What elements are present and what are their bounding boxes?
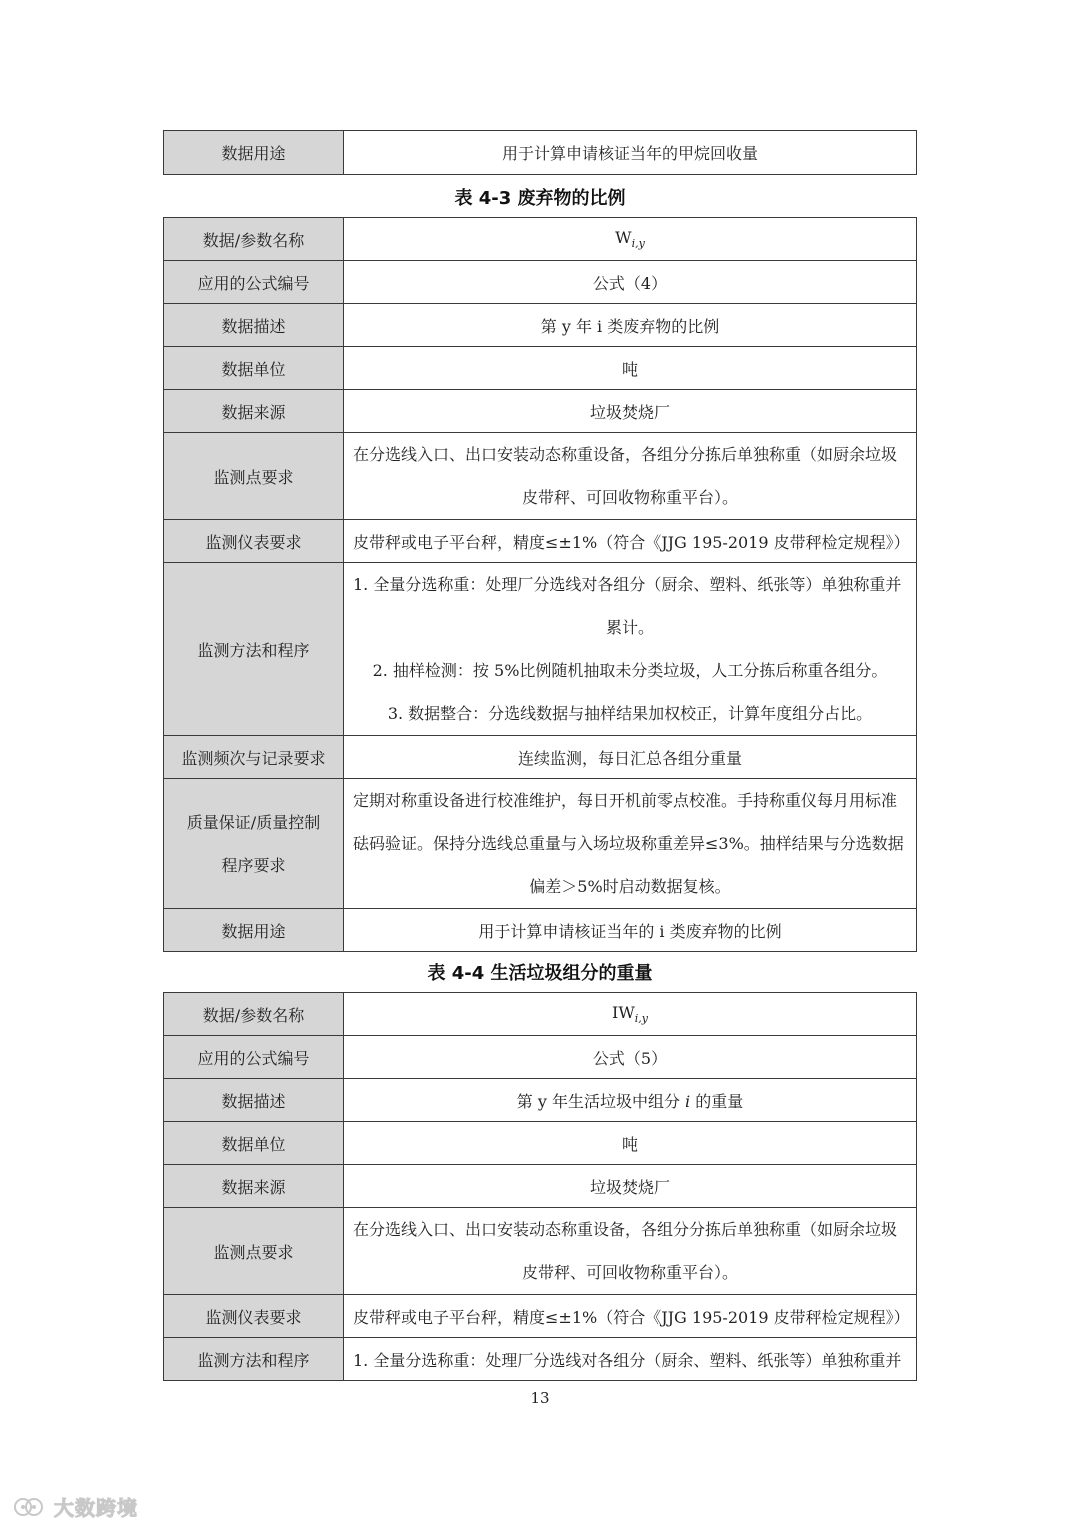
name-value xyxy=(344,993,917,1036)
use-value: 用于计算申请核证当年的 i 类废弃物的比例 xyxy=(344,909,917,952)
symbol-main: W xyxy=(615,228,632,247)
method-line-3: 3. 数据整合：分选线数据与抽样结果加权校正，计算年度组分占比。 xyxy=(387,704,873,723)
monitoring-point-line-2: 皮带秤、可回收物称重平台）。 xyxy=(521,1263,738,1282)
table-4-4 xyxy=(163,992,917,1381)
instrument-key: 监测仪表要求 xyxy=(164,1295,344,1338)
symbol-subscript: i,y xyxy=(631,237,645,250)
monitoring-point-key: 监测点要求 xyxy=(164,1208,344,1295)
method-line-1b: 累计。 xyxy=(605,618,654,637)
name-value xyxy=(344,218,917,261)
description-key: 数据描述 xyxy=(164,1079,344,1122)
qa-qc-value xyxy=(344,779,917,909)
page-number: 13 xyxy=(530,1389,550,1407)
watermark-logo-icon xyxy=(12,1495,46,1519)
formula-value: 公式（5） xyxy=(344,1036,917,1079)
source-key: 数据来源 xyxy=(164,390,344,433)
method-value xyxy=(344,563,917,736)
continued-table xyxy=(163,130,917,175)
row-key: 数据用途 xyxy=(164,131,344,175)
source-value: 垃圾焚烧厂 xyxy=(344,390,917,433)
unit-value: 吨 xyxy=(344,347,917,390)
monitoring-point-line-1: 在分选线入口、出口安装动态称重设备，各组分分拣后单独称重（如厨余垃圾 xyxy=(353,445,898,464)
name-key: 数据/参数名称 xyxy=(164,218,344,261)
frequency-key: 监测频次与记录要求 xyxy=(164,736,344,779)
name-key: 数据/参数名称 xyxy=(164,993,344,1036)
instrument-value: 皮带秤或电子平台秤，精度≤±1%（符合《JJG 195-2019 皮带秤检定规程》） xyxy=(344,1295,917,1338)
source-key: 数据来源 xyxy=(164,1165,344,1208)
table-4-3 xyxy=(163,217,917,952)
qa-qc-key-line-1: 质量保证/质量控制 xyxy=(186,812,321,832)
monitoring-point-line-2: 皮带秤、可回收物称重平台）。 xyxy=(521,488,738,507)
qa-qc-line-3: 偏差＞5%时启动数据复核。 xyxy=(529,877,731,896)
formula-key: 应用的公式编号 xyxy=(164,261,344,304)
monitoring-point-value xyxy=(344,433,917,520)
description-value xyxy=(344,1079,917,1122)
formula-key: 应用的公式编号 xyxy=(164,1036,344,1079)
description-variable: i xyxy=(685,1091,691,1111)
monitoring-point-line-1: 在分选线入口、出口安装动态称重设备，各组分分拣后单独称重（如厨余垃圾 xyxy=(353,1220,898,1239)
method-key: 监测方法和程序 xyxy=(164,1338,344,1381)
description-key: 数据描述 xyxy=(164,304,344,347)
watermark xyxy=(12,1492,138,1521)
description-value: 第 y 年 i 类废弃物的比例 xyxy=(344,304,917,347)
monitoring-point-key: 监测点要求 xyxy=(164,433,344,520)
unit-value: 吨 xyxy=(344,1122,917,1165)
table-4-4-caption: 表 4-4 生活垃圾组分的重量 xyxy=(427,963,653,984)
method-line-2: 2. 抽样检测：按 5%比例随机抽取未分类垃圾，人工分拣后称重各组分。 xyxy=(372,661,888,680)
unit-key: 数据单位 xyxy=(164,1122,344,1165)
qa-qc-line-2: 砝码验证。保持分选线总重量与入场垃圾称重差异≤3%。抽样结果与分选数据 xyxy=(353,834,904,853)
table-4-3-caption: 表 4-3 废弃物的比例 xyxy=(454,188,626,209)
qa-qc-key-line-2: 程序要求 xyxy=(221,855,286,875)
frequency-value: 连续监测，每日汇总各组分重量 xyxy=(344,736,917,779)
symbol-main: IW xyxy=(612,1003,635,1022)
description-suffix: 的重量 xyxy=(690,1091,744,1111)
watermark-text: 大数跨境 xyxy=(54,1496,138,1520)
instrument-key: 监测仪表要求 xyxy=(164,520,344,563)
symbol-subscript: i,y xyxy=(634,1012,648,1025)
instrument-value: 皮带秤或电子平台秤，精度≤±1%（符合《JJG 195-2019 皮带秤检定规程》） xyxy=(344,520,917,563)
unit-key: 数据单位 xyxy=(164,347,344,390)
row-value: 用于计算申请核证当年的甲烷回收量 xyxy=(344,131,917,175)
method-line-1a: 1. 全量分选称重：处理厂分选线对各组分（厨余、塑料、纸张等）单独称重并 xyxy=(353,575,902,594)
monitoring-point-value xyxy=(344,1208,917,1295)
description-prefix: 第 y 年生活垃圾中组分 xyxy=(516,1091,686,1111)
method-key: 监测方法和程序 xyxy=(164,563,344,736)
method-value: 1. 全量分选称重：处理厂分选线对各组分（厨余、塑料、纸张等）单独称重并 xyxy=(344,1338,917,1381)
use-key: 数据用途 xyxy=(164,909,344,952)
formula-value: 公式（4） xyxy=(344,261,917,304)
qa-qc-key xyxy=(164,779,344,909)
source-value: 垃圾焚烧厂 xyxy=(344,1165,917,1208)
qa-qc-line-1: 定期对称重设备进行校准维护，每日开机前零点校准。手持称重仪每月用标准 xyxy=(353,791,898,810)
